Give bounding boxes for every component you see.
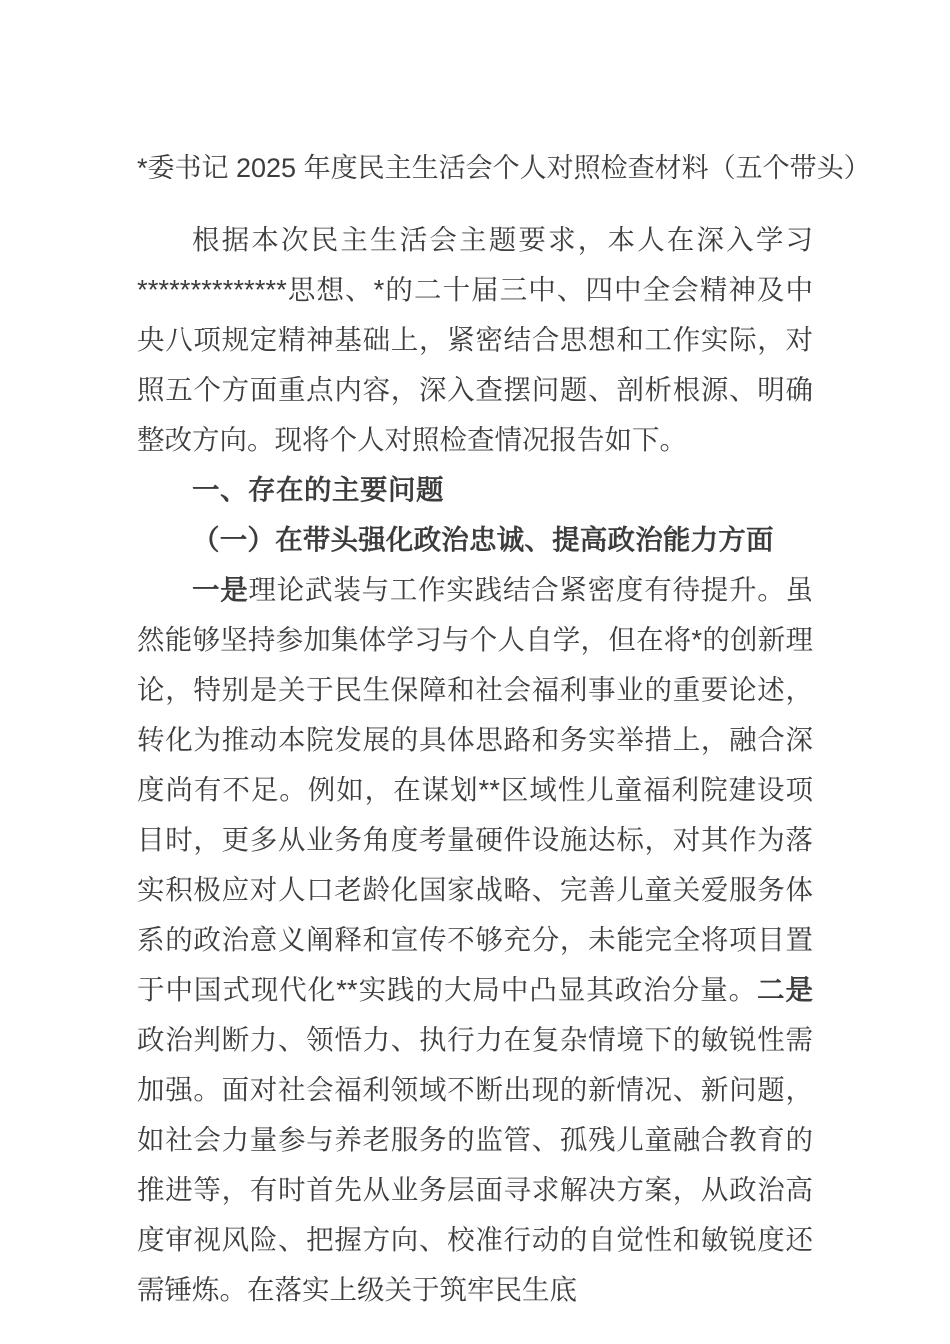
list-marker-two: 二是 [757, 974, 814, 1005]
subsection-heading-political-loyalty: （一）在带头强化政治忠诚、提高政治能力方面 [192, 524, 774, 555]
section-heading-existing-problems: 一、存在的主要问题 [192, 474, 444, 505]
body-text-one: 理论武装与工作实践结合紧密度有待提升。虽然能够坚持参加集体学习与个人自学，但在将*的创新理论，特别是关于民生保障和社会福利事业的重要论述，转化为推动本院发展的具体思路和务实举措上，融合深度尚有不足。例如，在谋划**区域性儿童福利院建设项目时，更多从业务角度考量硬件设施达标，对其作为落实积极应对人口老龄化国家战略、完善儿童关爱服务体系的政治意义阐释和宣传不够充分，未能完全将项目置于中国式现代化**实践的大局中凸显其政治分量。 [137, 574, 814, 1005]
body-text-two: 政治判断力、领悟力、执行力在复杂情境下的敏锐性需加强。面对社会福利领域不断出现的新情况、新问题，如社会力量参与养老服务的监管、孤残儿童融合教育的推进等，有时首先从业务层面寻求解决方案，从政治高度审视风险、把握方向、校准行动的自觉性和敏锐度还需锤炼。在落实上级关于筑牢民生底 [137, 1024, 813, 1305]
list-marker-one: 一是 [192, 574, 249, 605]
page-title: *委书记 2025 年度民主生活会个人对照检查材料（五个带头） [137, 153, 871, 183]
document-content-column [137, 0, 871, 1315]
intro-paragraph: 根据本次民主生活会主题要求，本人在深入学习**************思想、*的二十届三中、四中全会精神及中央八项规定精神基础上，紧密结合思想和工作实际，对照五个方面重点内容，深入查摆问题、剖析根源、明确整改方向。现将个人对照检查情况报告如下。 [137, 224, 813, 455]
body-paragraph-first-issue [137, 565, 813, 1315]
